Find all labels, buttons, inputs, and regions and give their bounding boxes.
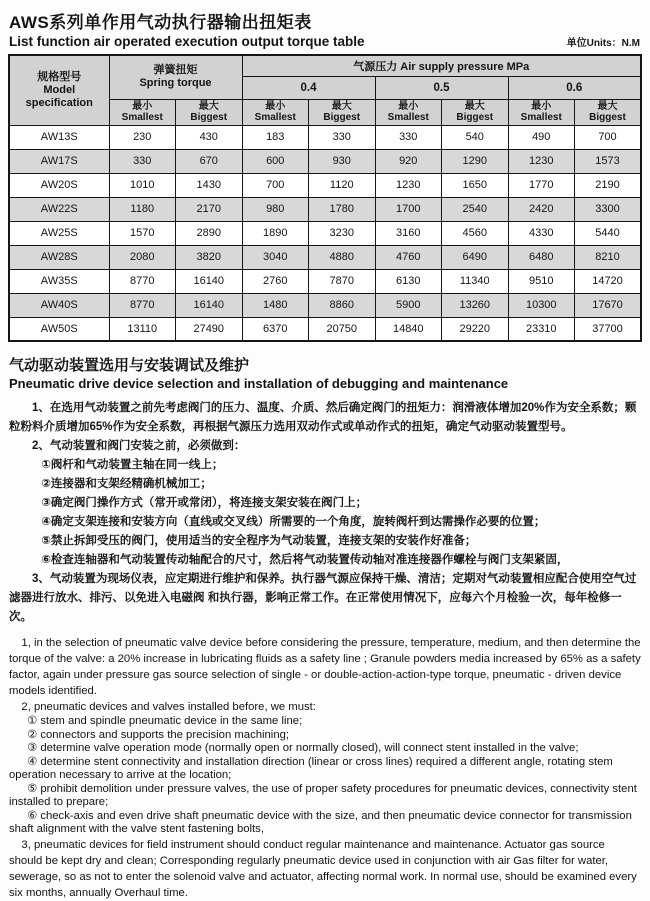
torque-value-cell: 2760 (242, 269, 309, 293)
header-pressure-06: 0.6 (508, 76, 641, 99)
torque-table-body (9, 125, 641, 341)
table-row (9, 317, 641, 341)
table-row (9, 245, 641, 269)
torque-value-cell: 6480 (508, 245, 575, 269)
en-paragraph: 3, pneumatic devices for field instrument should conduct regular maintenance and maintenance. Actuator gas source should be kept dry and clean; Corresponding regularly pneumatic device used in conjunction with air Gas filter for water, sewerage, so as not to enter the solenoid valve and actuator, affecting normal work. In normal use, should be examined every six months, annually Overhaul time. (9, 838, 637, 899)
table-row (9, 173, 641, 197)
torque-value-cell: 16140 (176, 293, 243, 317)
torque-value-cell: 1010 (109, 173, 176, 197)
torque-value-cell: 3160 (375, 221, 442, 245)
torque-value-cell: 1480 (242, 293, 309, 317)
torque-value-cell: 600 (242, 149, 309, 173)
torque-value-cell: 3230 (309, 221, 376, 245)
min-label-cn: 最小 (398, 101, 419, 112)
torque-value-cell: 8770 (109, 293, 176, 317)
model-cell: AW20S (9, 173, 109, 197)
torque-value-cell: 14720 (575, 269, 642, 293)
cn-paragraph: 1、在选用气动装置之前先考虑阀门的压力、温度、介质、然后确定阀门的扭矩力：润滑液体增加20%作为安全系数；颗粒粉料介质增加65%作为安全系数，再根据气源压力选用双动作式或单动作式的扭矩，确定气动驱动装置型号。 (9, 402, 637, 433)
torque-value-cell: 29220 (442, 317, 509, 341)
en-paragraph: 1, in the selection of pneumatic valve device before considering the pressure, temperature, medium, and then determine the torque of the valve: a 20% increase in lubricating fluids as a safety line ; Granule powders media increased by 65% as a safety factor, again under pressure gas source selection of single - or double-action-action-type torque, pneumatic - driven device models identified. (9, 637, 641, 697)
cn-paragraph: ⑥检查连轴器和气动装置传动轴配合的尺寸，然后将气动装置传动轴对准连接器作螺栓与阀门支架紧固， (41, 554, 569, 566)
torque-value-cell: 1890 (242, 221, 309, 245)
torque-value-cell: 230 (109, 125, 176, 149)
torque-value-cell: 10300 (508, 293, 575, 317)
max-label-en: Biggest (589, 112, 626, 123)
cn-paragraph: ②连接器和支架经精确机械加工； (41, 478, 212, 490)
torque-value-cell: 3820 (176, 245, 243, 269)
torque-value-cell: 1780 (309, 197, 376, 221)
cn-paragraph: 2、气动装置和阀门安装之前，必须做到： (32, 440, 246, 452)
torque-value-cell: 540 (442, 125, 509, 149)
torque-value-cell: 8770 (109, 269, 176, 293)
torque-value-cell: 8860 (309, 293, 376, 317)
page-title-cn: AWS系列单作用气动执行器输出扭矩表 (9, 13, 312, 32)
header-max-col (309, 99, 376, 125)
header-pressure-05: 0.5 (375, 76, 508, 99)
en-paragraph: ② connectors and supports the precision machining; (27, 728, 290, 741)
section-title-en: Pneumatic drive device selection and installation of debugging and maintenance (9, 376, 509, 391)
header-spring-torque (109, 55, 242, 99)
header-model-spec-cn: 规格型号 (37, 70, 82, 83)
torque-value-cell: 1573 (575, 149, 642, 173)
torque-value-cell: 6130 (375, 269, 442, 293)
torque-value-cell: 4760 (375, 245, 442, 269)
min-label-en: Smallest (254, 112, 296, 123)
torque-value-cell: 1570 (109, 221, 176, 245)
subtitle-row (9, 34, 640, 49)
torque-value-cell: 20750 (309, 317, 376, 341)
torque-value-cell: 1120 (309, 173, 376, 197)
units-label: 单位Units：N.M (566, 38, 640, 49)
torque-value-cell: 330 (109, 149, 176, 173)
table-row (9, 125, 641, 149)
torque-value-cell: 2080 (109, 245, 176, 269)
torque-value-cell: 490 (508, 125, 575, 149)
table-row (9, 149, 641, 173)
model-cell: AW13S (9, 125, 109, 149)
max-label-cn: 最大 (331, 101, 352, 112)
torque-value-cell: 1230 (375, 173, 442, 197)
max-label-cn: 最大 (597, 101, 618, 112)
torque-value-cell: 9510 (508, 269, 575, 293)
page-title-en: List function air operated execution output torque table (9, 34, 365, 49)
min-label-en: Smallest (121, 112, 163, 123)
model-cell: AW40S (9, 293, 109, 317)
torque-value-cell: 1230 (508, 149, 575, 173)
torque-value-cell: 3300 (575, 197, 642, 221)
torque-value-cell: 7870 (309, 269, 376, 293)
model-cell: AW17S (9, 149, 109, 173)
torque-value-cell: 23310 (508, 317, 575, 341)
torque-table-head (9, 55, 641, 125)
min-label-cn: 最小 (265, 101, 286, 112)
header-max-col (442, 99, 509, 125)
table-row (9, 269, 641, 293)
torque-value-cell: 1290 (442, 149, 509, 173)
torque-value-cell: 930 (309, 149, 376, 173)
torque-value-cell: 37700 (575, 317, 642, 341)
torque-value-cell: 13260 (442, 293, 509, 317)
torque-value-cell: 5440 (575, 221, 642, 245)
en-paragraph: ⑥ check-axis and even drive shaft pneumatic device with the size, and then pneumatic device connector for transmission shaft alignment with the valve stent fastening bolts, (9, 809, 632, 835)
max-label-cn: 最大 (198, 101, 219, 112)
table-row (9, 221, 641, 245)
torque-value-cell: 8210 (575, 245, 642, 269)
torque-value-cell: 13110 (109, 317, 176, 341)
torque-value-cell: 16140 (176, 269, 243, 293)
torque-value-cell: 1430 (176, 173, 243, 197)
torque-value-cell: 2170 (176, 197, 243, 221)
cn-paragraph: ⑤禁止拆卸受压的阀门，使用适当的安全程序为气动装置，连接支架的安装作好准备； (41, 535, 477, 547)
table-row (9, 293, 641, 317)
en-paragraph: ③ determine valve operation mode (normally open or normally closed), will connect stent installed in the valve; (27, 742, 579, 754)
maintenance-section (8, 354, 642, 901)
torque-value-cell: 430 (176, 125, 243, 149)
cn-paragraph: ①阀杆和气动装置主轴在同一线上； (41, 459, 224, 471)
torque-value-cell: 1650 (442, 173, 509, 197)
en-paragraph: 2, pneumatic devices and valves installed before, we must: (21, 701, 316, 713)
header-spring-torque-en: Spring torque (139, 77, 212, 90)
torque-value-cell: 2890 (176, 221, 243, 245)
table-row (9, 197, 641, 221)
header-min-col (242, 99, 309, 125)
model-cell: AW28S (9, 245, 109, 269)
torque-value-cell: 700 (575, 125, 642, 149)
torque-value-cell: 330 (375, 125, 442, 149)
max-label-cn: 最大 (464, 101, 485, 112)
torque-value-cell: 14840 (375, 317, 442, 341)
torque-value-cell: 27490 (176, 317, 243, 341)
max-label-en: Biggest (323, 112, 361, 123)
header-pressure-04: 0.4 (242, 76, 375, 99)
torque-value-cell: 3040 (242, 245, 309, 269)
header-min-col (508, 99, 575, 125)
header-min-col (375, 99, 442, 125)
torque-value-cell: 1180 (109, 197, 176, 221)
cn-paragraph: 3、气动装置为现场仪表，应定期进行维护和保养。执行器气源应保持干燥、清洁；定期对气动装置相应配合使用空气过滤器进行放水、排污、以免进入电磁阀 和执行器，影响正常工作。在正常使用情况下，应每六个月检验一次，每年检修一次。 (9, 573, 637, 623)
torque-value-cell: 700 (242, 173, 309, 197)
header-min-col (109, 99, 176, 125)
torque-value-cell: 2540 (442, 197, 509, 221)
cn-text-block (9, 399, 641, 627)
model-cell: AW50S (9, 317, 109, 341)
torque-value-cell: 1770 (508, 173, 575, 197)
torque-value-cell: 4330 (508, 221, 575, 245)
torque-value-cell: 4560 (442, 221, 509, 245)
torque-value-cell: 670 (176, 149, 243, 173)
max-label-en: Biggest (456, 112, 494, 123)
model-cell: AW22S (9, 197, 109, 221)
torque-value-cell: 1700 (375, 197, 442, 221)
torque-value-cell: 2420 (508, 197, 575, 221)
min-label-cn: 最小 (132, 101, 153, 112)
torque-value-cell: 6370 (242, 317, 309, 341)
min-label-en: Smallest (387, 112, 429, 123)
en-text-block (9, 635, 641, 901)
torque-value-cell: 330 (309, 125, 376, 149)
cn-paragraph: ③确定阀门操作方式（常开或常闭），将连接支架安装在阀门上； (41, 497, 368, 509)
torque-table (8, 54, 642, 342)
en-paragraph: ⑤ prohibit demolition under pressure valves, the use of proper safety procedures for pneumatic devices, connectivity stent installed to prepare; (9, 782, 637, 808)
en-paragraph: ① stem and spindle pneumatic device in the same line; (27, 715, 303, 727)
torque-value-cell: 17670 (575, 293, 642, 317)
en-paragraph: ④ determine stent connectivity and installation direction (linear or cross lines) required a different angle, rotating stem operation necessary to arrive at the location; (9, 755, 613, 781)
torque-value-cell: 11340 (442, 269, 509, 293)
torque-value-cell: 2190 (575, 173, 642, 197)
max-label-en: Biggest (190, 112, 228, 123)
min-label-en: Smallest (520, 112, 562, 123)
torque-value-cell: 5900 (375, 293, 442, 317)
header-max-col (575, 99, 642, 125)
page-header (8, 8, 642, 49)
header-air-supply-pressure: 气源压力 Air supply pressure MPa (242, 55, 641, 76)
torque-value-cell: 980 (242, 197, 309, 221)
torque-value-cell: 920 (375, 149, 442, 173)
torque-value-cell: 183 (242, 125, 309, 149)
header-model-spec (9, 55, 109, 125)
header-max-col (176, 99, 243, 125)
section-title-cn: 气动驱动装置选用与安装调试及维护 (9, 357, 250, 374)
model-cell: AW35S (9, 269, 109, 293)
torque-value-cell: 6490 (442, 245, 509, 269)
torque-value-cell: 4880 (309, 245, 376, 269)
model-cell: AW25S (9, 221, 109, 245)
min-label-cn: 最小 (531, 101, 552, 112)
header-model-spec-en: Model specification (25, 83, 93, 109)
header-spring-torque-cn: 弹簧扭矩 (153, 64, 198, 77)
cn-paragraph: ④确定支架连接和安装方向（直线或交叉线）所需要的一个角度，旋转阀杆到达需操作必要的位置； (41, 516, 546, 528)
